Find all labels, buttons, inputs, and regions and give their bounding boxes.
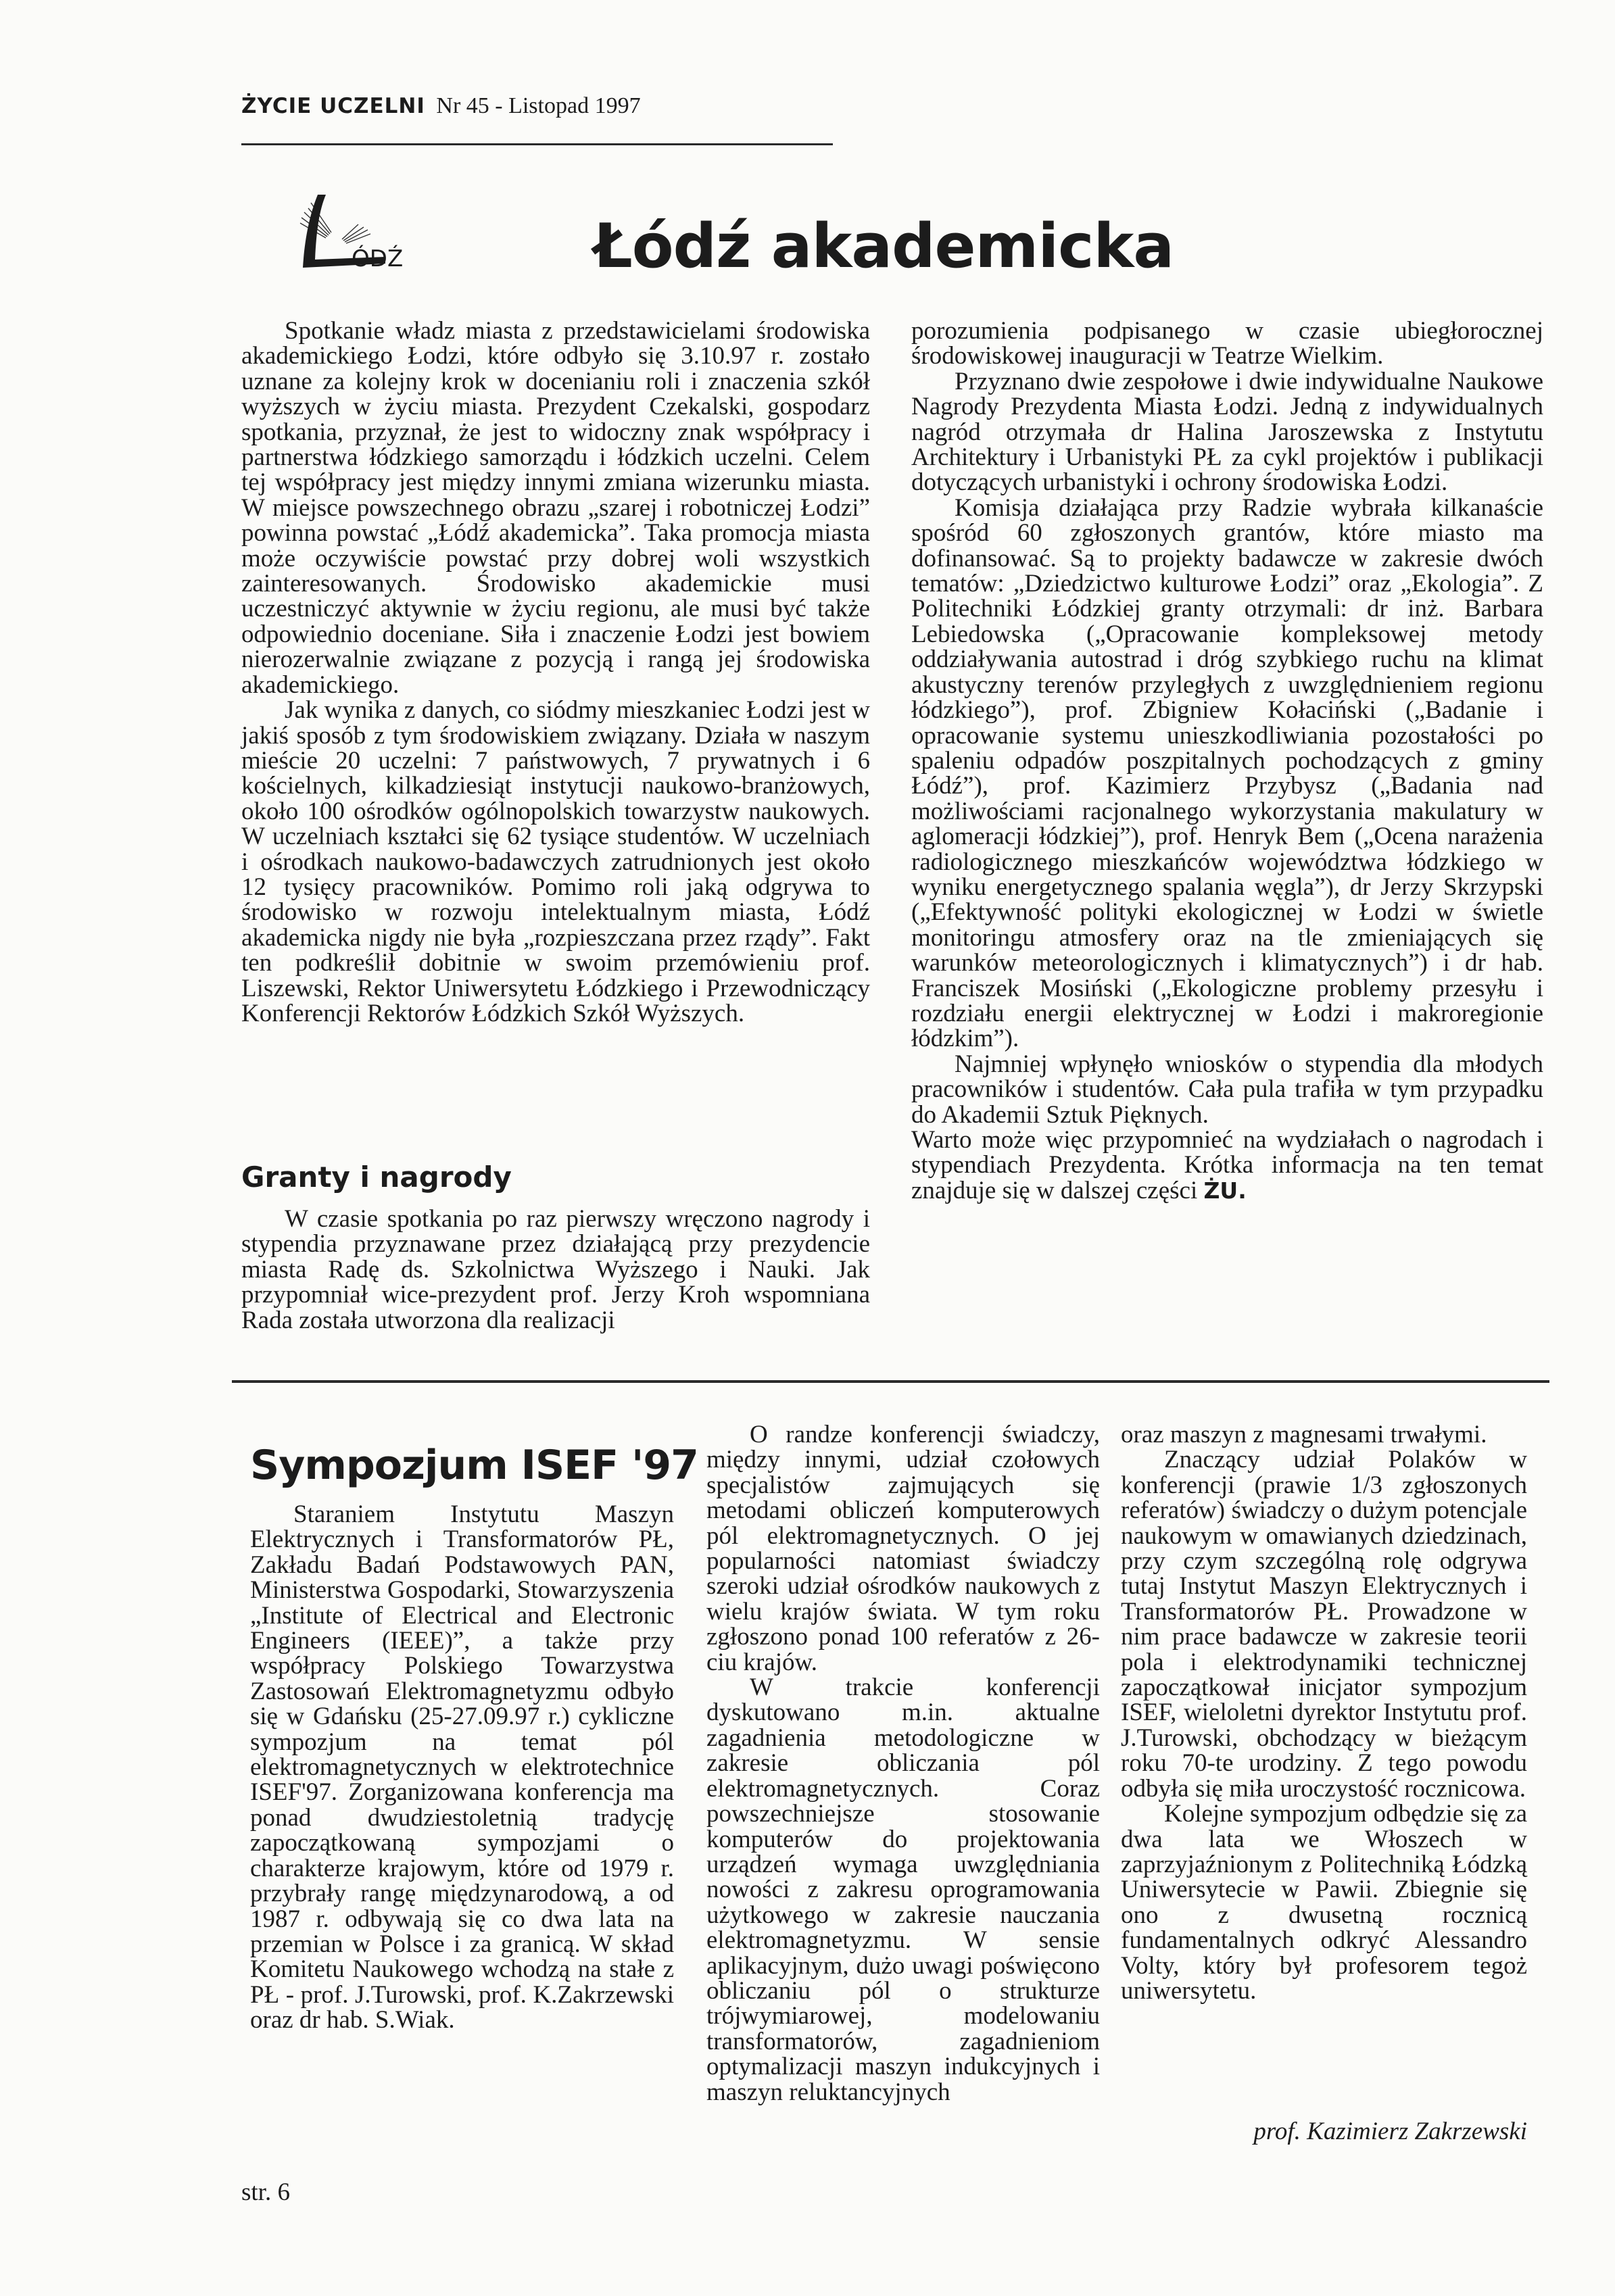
paragraph: O randze konferencji świadczy, między innymi, udział czołowych specjalistów zajmujących się metodami obliczeń komputerowych pól elektromagnetycznych. O jej popularności natomiast świadczy szeroki udział ośrodków naukowych z wielu krajów świata. W tym roku zgłoszono ponad 100 referatów z 26-ciu krajów. <box>706 1421 1100 1676</box>
paragraph: oraz maszyn z magnesami trwałymi. <box>1121 1421 1487 1448</box>
issue-info: Nr 45 - Listopad 1997 <box>436 93 641 118</box>
article1-column-1-continued <box>241 1206 870 1333</box>
article1-column-2 <box>911 318 1543 1203</box>
paragraph: Znaczący udział Polaków w konferencji (prawie 1/3 zgłoszonych referatów) świadczy o dużym potencjale naukowym w omawianych dziedzinach, przy czym szczególną rolę odgrywa tutaj Instytut Maszyn Elektrycznych i Transformatorów PŁ. Prowadzone w nim prace badawcze w zakresie teorii pola i elektrodynamiki technicznej zapoczątkował inicjator sympozjum ISEF, wieloletni dyrektor Instytutu prof. J.Turowski, obchodzący w bieżącym roku 70-te urodziny. Z tego powodu odbyła się miła uroczystość rocznicowa. <box>1121 1446 1527 1803</box>
magazine-name: ŻYCIE UCZELNI <box>241 94 425 118</box>
zu-mark: ŻU. <box>1203 1177 1247 1204</box>
article2-title: Sympozjum ISEF '97 <box>250 1442 698 1489</box>
paragraph: Staraniem Instytutu Maszyn Elektrycznych i Transformatorów PŁ, Zakładu Badań Podstawowych PAN, Ministerstwa Gospodarki, Stowarzyszenia „Institute of Electrical and Electronic Engineers (IEEE)”, a także przy współpracy Polskiego Towarzystwa Zastosowań Elektromagnetyzmu odbyło się w Gdańsku (25-27.09.97 r.) cykliczne sympozjum na temat pól elektromagnetycznych w elektrotechnice ISEF'97. Zorganizowana konferencja ma ponad dwudziestoletnią tradycję zapoczątkowaną sympozjami o charakterze krajowym, które od 1979 r. przybrały rangę międzynarodową, a od 1987 r. odbywają się co dwa lata na przemian w Polsce i za granicą. W skład Komitetu Naukowego wchodzą na stałe z PŁ - prof. J.Turowski, prof. K.Zakrzewski oraz dr hab. S.Wiak. <box>250 1500 674 2034</box>
paragraph: Przyznano dwie zespołowe i dwie indywidualne Naukowe Nagrody Prezydenta Miasta Łodzi. Jedną z indywidualnych nagród otrzymała dr Halina Jaroszewska z Instytutu Architektury i Urbanistyki PŁ za cykl projektów i publikacji dotyczących urbanistyki i ochrony środowiska Łodzi. <box>911 367 1543 497</box>
paragraph: Kolejne sympozjum odbędzie się za dwa lata we Włoszech w zaprzyjaźnionym z Politechniką Łódzką Uniwersytecie w Pawii. Zbiegnie się ono z dwusetną rocznicą fundamentalnych odkryć Alessandro Volty, który był profesorem tegoż uniwersytetu. <box>1121 1800 1527 2005</box>
page-number: str. 6 <box>241 2178 290 2206</box>
header-rule <box>241 143 833 145</box>
paragraph <box>911 1127 1543 1203</box>
section-divider <box>232 1380 1549 1383</box>
article1-column-1 <box>241 318 870 1026</box>
lodz-logo-icon <box>284 191 419 292</box>
paragraph: Jak wynika z danych, co siódmy mieszkaniec Łodzi jest w jakiś sposób z tym środowiskiem związany. Działa w naszym mieście 20 uczelni: 7 państwowych, 7 prywatnych i 6 kościelnych, kilkadziesiąt instytucji naukowo-branżowych, około 100 ośrodków ogólnopolskich towarzystw naukowych. W uczelniach kształci się 62 tysiące studentów. W uczelniach i ośrodkach naukowo-badawczych zatrudnionych jest około 12 tysięcy pracowników. Pomimo roli jaką odgrywa to środowisko w rozwoju intelektualnym miasta, Łódź akademicka nigdy nie była „rozpieszczana przez rządy”. Fakt ten podkreślił dobitnie w swoim przemówieniu prof. Liszewski, Rektor Uniwersytetu Łódzkiego i Przewodniczący Konferencji Rektorów Łódzkich Szkół Wyższych. <box>241 696 870 1027</box>
paragraph: Komisja działająca przy Radzie wybrała kilkanaście spośród 60 zgłoszonych grantów, które miasto ma dofinansować. Są to projekty badawcze w zakresie dwóch tematów: „Dziedzictwo kulturowe Łodzi” oraz „Ekologia”. Z Politechniki Łódzkiej granty otrzymali: dr inż. Barbara Lebiedowska („Opracowanie kompleksowej metody oddziaływania autostrad i dróg szybkiego ruchu na klimat akustyczny terenów przyległych z uwzględnieniem regionu łódzkiego”), prof. Zbigniew Kołaciński („Badanie i opracowanie systemu unieszkodliwiania pozostałości po spaleniu odpadów poszpitalnych pochodzących z gminy Łódź”), prof. Kazimierz Przybysz („Badania nad możliwościami racjonalnego wykorzystania makulatury w aglomeracji łódzkiej”), prof. Henryk Bem („Ocena narażenia radiologicznego mieszkańców województwa łódzkiego w wyniku energetycznego spalania węgla”), dr Jerzy Skrzypski („Efektywność polityki ekologicznej w Łodzi w świetle monitoringu atmosfery oraz na tle zmieniających się warunków meteorologicznych i klimatycznych”) i dr hab. Franciszek Mosiński („Ekologiczne problemy przesyłu i rozdziału energii elektrycznej w Łodzi i makroregionie łódzkim”). <box>911 493 1543 1053</box>
subheading: Granty i nagrody <box>241 1161 512 1194</box>
paragraph: Spotkanie władz miasta z przedstawicielami środowiska akademickiego Łodzi, które odbyło się 3.10.97 r. zostało uznane za kolejny krok w docenianiu roli i znaczenia szkół wyższych w życiu miasta. Prezydent Czekalski, gospodarz spotkania, przyznał, że jest to widoczny znak współpracy i partnerstwa łódzkiego samorządu i łódzkich uczelni. Celem tej współpracy jest między innymi zmiana wizerunku miasta. W miejsce powszechnego obrazu „szarej i robotniczej Łodzi” powinna powstać „Łódź akademicka”. Taka promocja miasta może oczywiście powstać przy dobrej woli wszystkich zainteresowanych. Środowisko akademickie musi uczestniczyć aktywnie w życiu regionu, ale musi być także odpowiednio doceniane. Siła i znaczenie Łodzi jest bowiem nierozerwalnie związane z pozycją i rangą jej środowiska akademickiego. <box>241 317 870 699</box>
paragraph-text: Warto może więc przypomnieć na wydziałach o nagrodach i stypendiach Prezydenta. Krótka informacja na ten temat znajduje się w dalszej części <box>911 1126 1543 1204</box>
logo-text: ÓDŹ <box>352 245 404 272</box>
article2-column-3 <box>1121 1422 1527 2003</box>
paragraph: Najmniej wpłynęło wniosków o stypendia dla młodych pracowników i studentów. Cała pula trafiła w tym przypadku do Akademii Sztuk Pięknych. <box>911 1050 1543 1129</box>
paragraph: W czasie spotkania po raz pierwszy wręczono nagrody i stypendia przyznawane przez działającą przy prezydencie miasta Radę ds. Szkolnictwa Wyższego i Nauki. Jak przypomniał wice-prezydent prof. Jerzy Kroh wspomniana Rada została utworzona dla realizacji <box>241 1205 870 1334</box>
article2-column-1 <box>250 1502 674 2033</box>
paragraph: W trakcie konferencji dyskutowano m.in. aktualne zagadnienia metodologiczne w zakresie obliczania pól elektromagnetycznych. Coraz powszechniejsze stosowanie komputerów do projektowania urządzeń wymaga uwzględniania nowości z zakresu oprogramowania użytkowego w zakresie nauczania elektromagnetyzmu. W sensie aplikacyjnym, dużo uwagi poświęcono obliczaniu pól o strukturze trójwymiarowej, modelowaniu transformatorów, zagadnieniom optymalizacji maszyn indukcyjnych i maszyn reluktancyjnych <box>706 1674 1100 2106</box>
running-head <box>241 93 641 119</box>
author-signature: prof. Kazimierz Zakrzewski <box>1253 2118 1527 2145</box>
article-title: Łódź akademicka <box>594 211 1174 282</box>
article2-column-2 <box>706 1422 1100 2105</box>
paragraph: porozumienia podpisanego w czasie ubiegłorocznej środowiskowej inauguracji w Teatrze Wielkim. <box>911 317 1543 370</box>
